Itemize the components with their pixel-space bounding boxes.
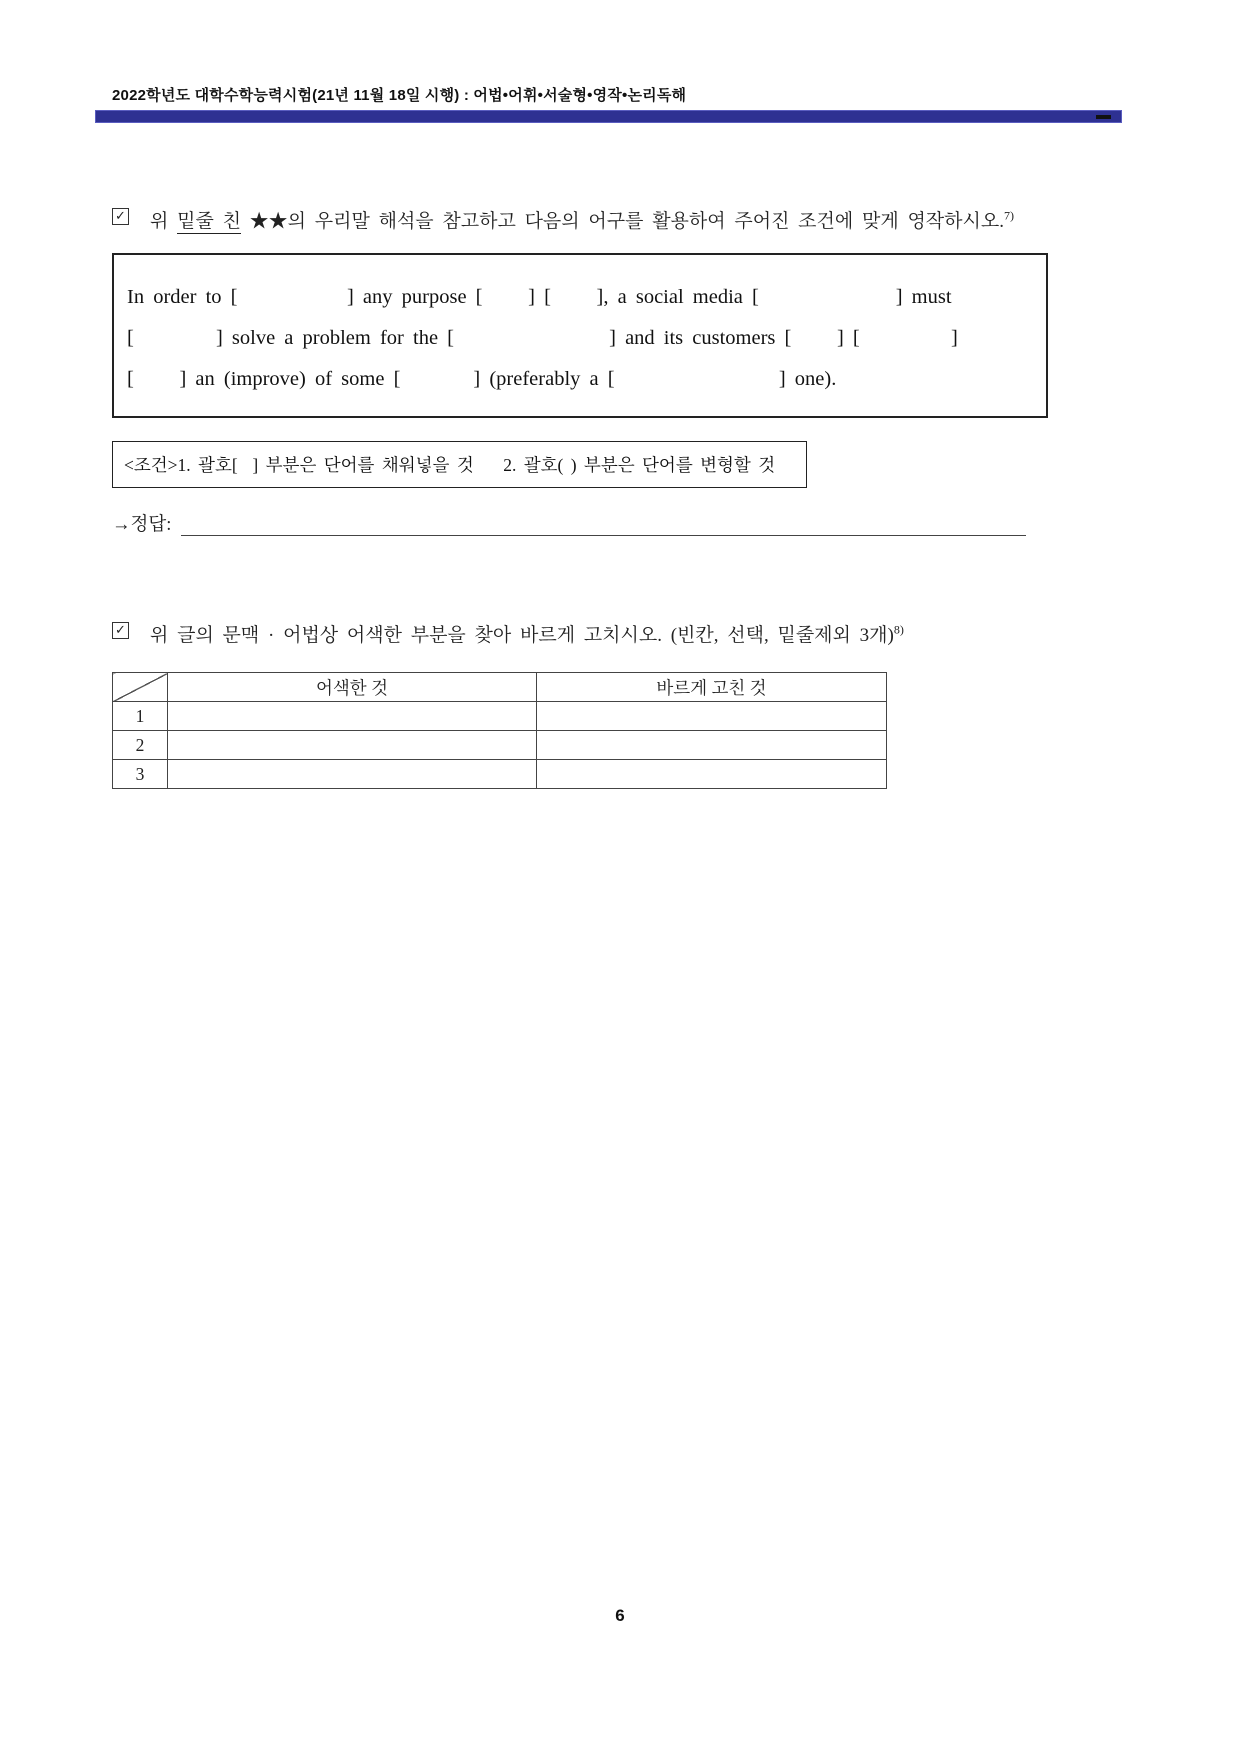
condition-text: <조건>1. 괄호[ ] 부분은 단어를 채워넣을 것 2. 괄호( ) 부분은 단어를 변형할 것 (124, 455, 776, 475)
corner-diagonal-cell (113, 673, 168, 702)
wrong-cell-1 (168, 702, 537, 731)
table-header-row (113, 673, 887, 702)
row-number-2: 2 (113, 731, 168, 760)
question-8-body: 위 글의 문맥 · 어법상 어색한 부분을 찾아 바르게 고치시오. (빈칸, 선택, 밑줄제외 3개) (150, 625, 894, 646)
checkbox-icon: ✓ (112, 208, 129, 225)
question-7 (112, 206, 1014, 233)
answer-blank-line (181, 514, 1026, 536)
question-7-rest: ★★의 우리말 해석을 참고하고 다음의 어구를 활용하여 주어진 조건에 맞게 영작하시오. (240, 211, 1004, 232)
page-header-title: 2022학년도 대학수학능력시험(21년 11월 18일 시행) : 어법•어휘•서술형•영작•논리독해 (112, 87, 687, 104)
row-number-1: 1 (113, 702, 168, 731)
header-divider-bar (95, 110, 1122, 123)
table-row (113, 702, 887, 731)
question-8 (112, 620, 904, 647)
answer-label: →정답: (112, 515, 172, 535)
checkbox-icon: ✓ (112, 622, 129, 639)
footnote-marker-7: 7) (1003, 208, 1014, 223)
page-number: 6 (615, 1606, 625, 1625)
fixed-cell-2 (537, 731, 887, 760)
question-7-text (150, 206, 1014, 233)
correction-table (112, 672, 887, 789)
question-8-text (150, 620, 904, 647)
wrong-cell-2 (168, 731, 537, 760)
table-row (113, 760, 887, 789)
writing-prompt-box (112, 253, 1048, 418)
column-header-wrong: 어색한 것 (168, 673, 537, 702)
table-row (113, 731, 887, 760)
wrong-cell-3 (168, 760, 537, 789)
fixed-cell-3 (537, 760, 887, 789)
question-7-underlined: 밑줄 친 (177, 211, 241, 232)
footnote-marker-8: 8) (893, 622, 904, 637)
writing-line-3: [ ] an (improve) of some [ ] (preferably a [ ] one). (127, 368, 837, 390)
writing-line-1: In order to [ ] any purpose [ ] [ ], a social media [ ] must (127, 286, 952, 308)
column-header-fixed: 바르게 고친 것 (537, 673, 887, 702)
row-number-3: 3 (113, 760, 168, 789)
condition-box (112, 441, 807, 488)
answer-row (112, 510, 1026, 536)
question-7-prefix: 위 (150, 211, 178, 232)
fixed-cell-1 (537, 702, 887, 731)
bar-end-mark (1096, 115, 1111, 119)
writing-line-2: [ ] solve a problem for the [ ] and its customers [ ] [ ] (127, 327, 958, 349)
